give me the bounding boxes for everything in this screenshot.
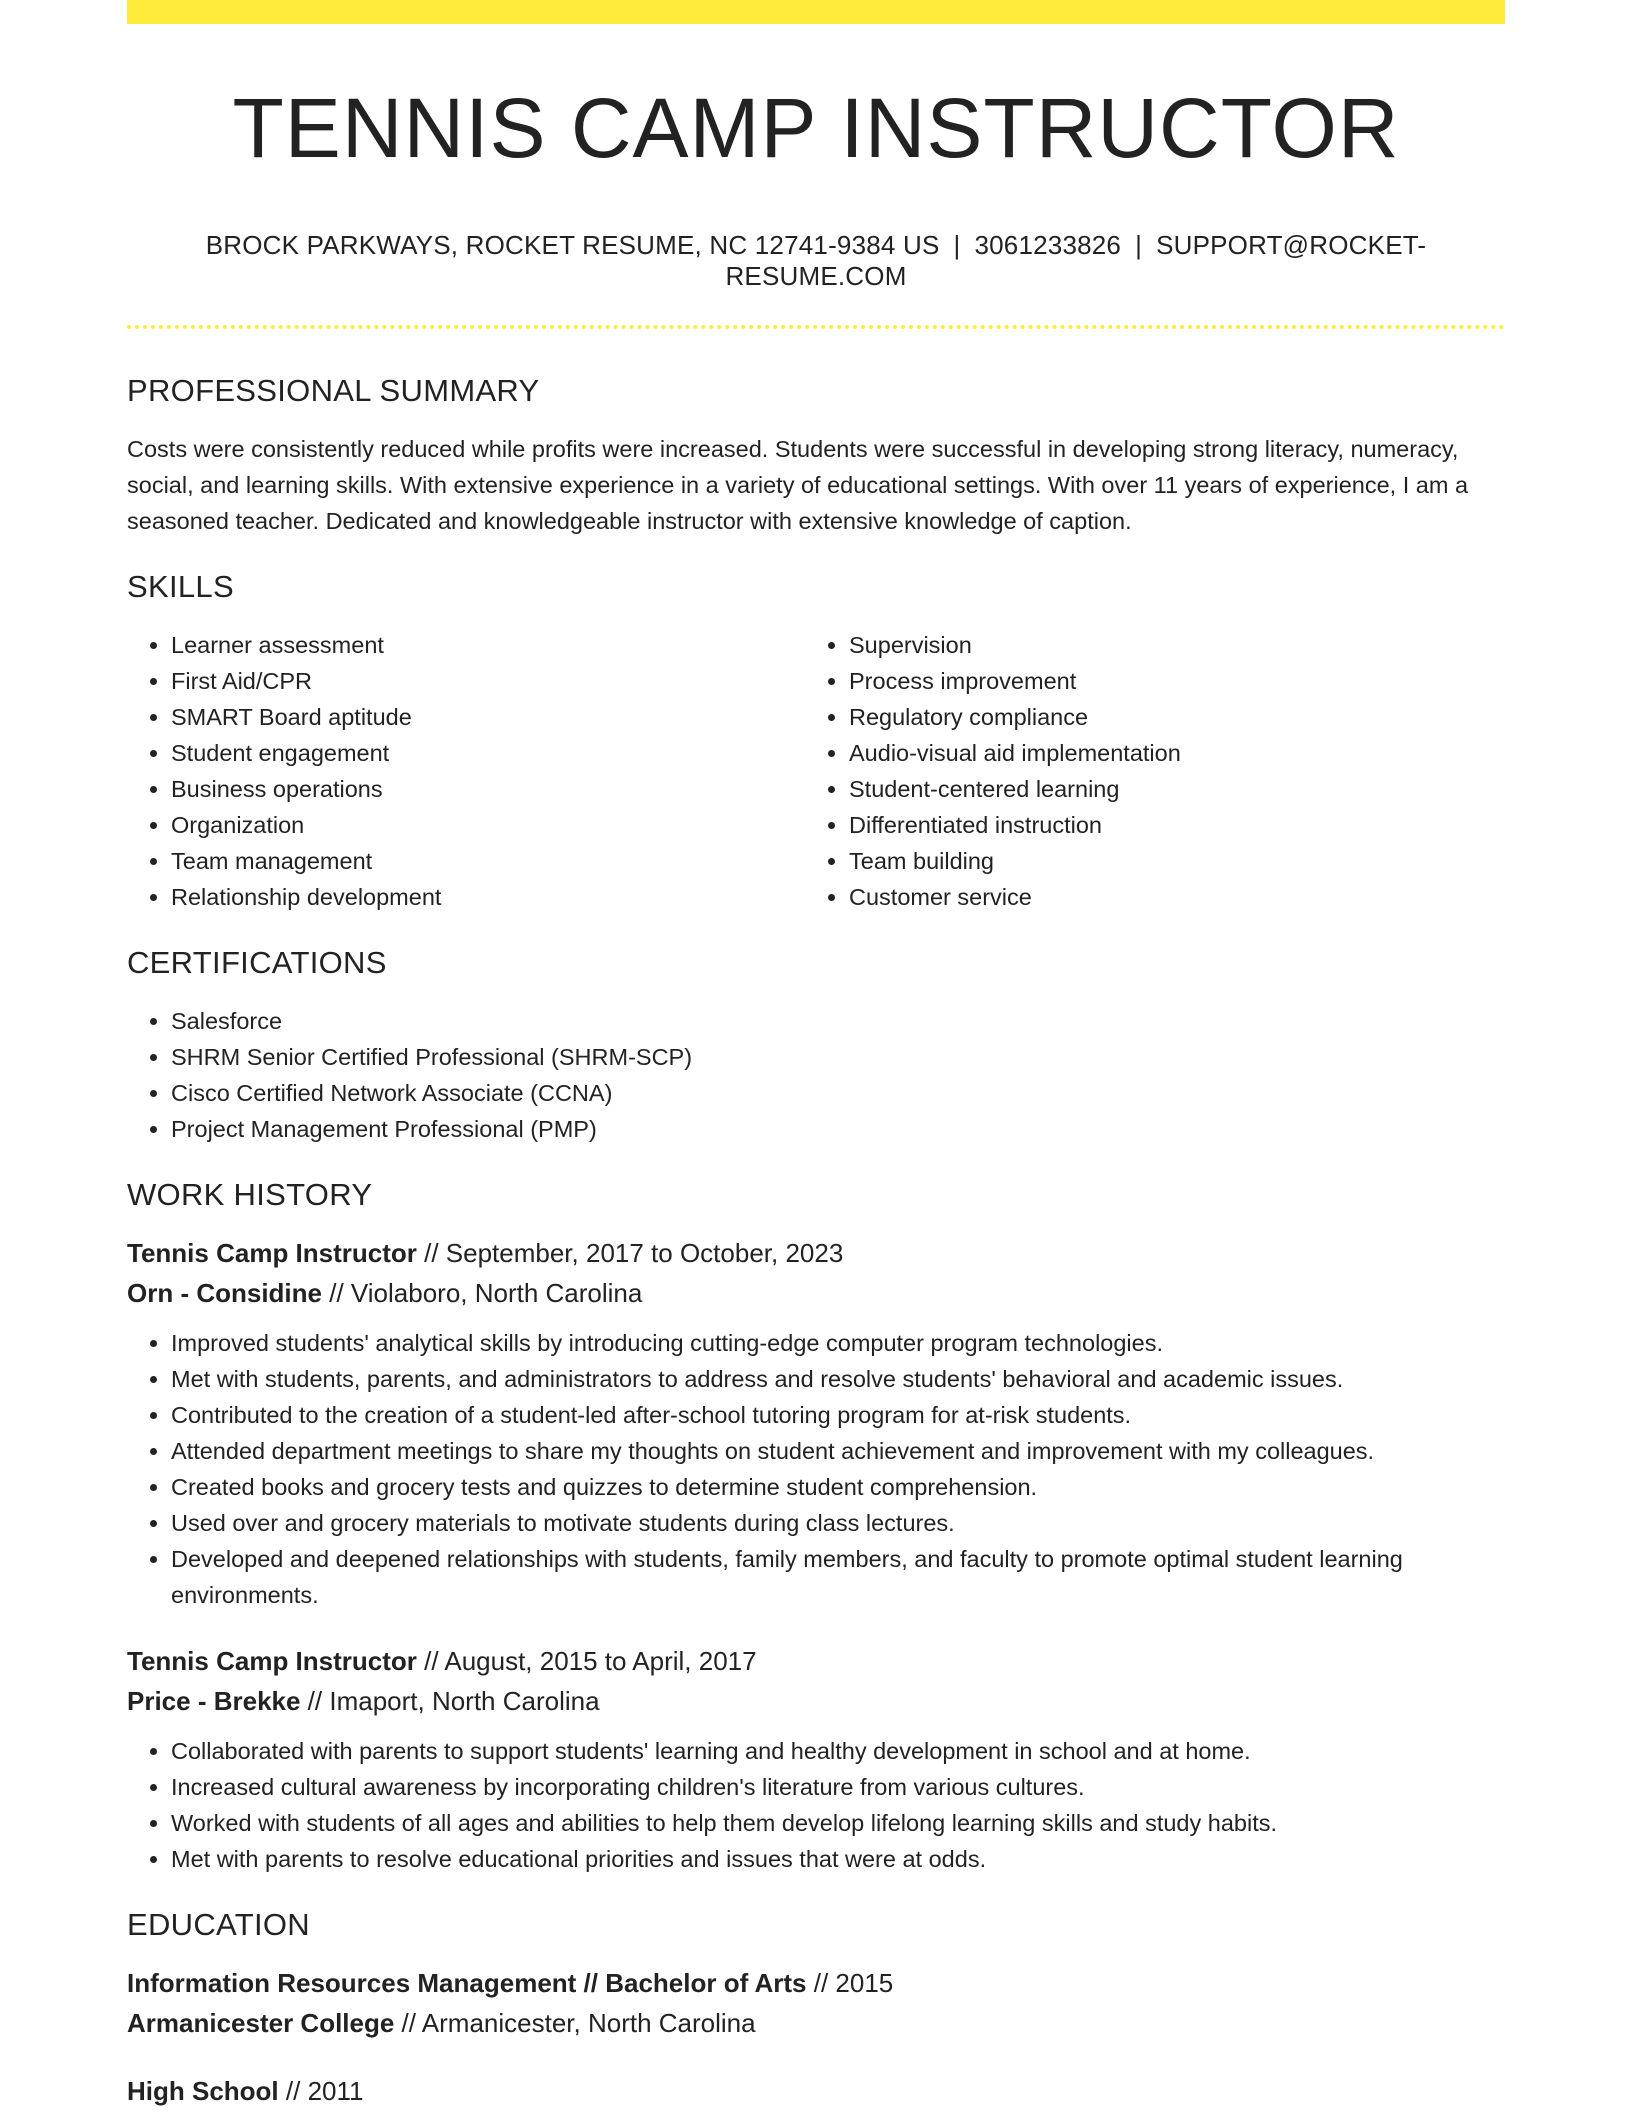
job-location: // Imaport, North Carolina bbox=[300, 1686, 600, 1717]
job-title-line bbox=[127, 1641, 1505, 1681]
certification-item: • Cisco Certified Network Associate (CCNA) bbox=[171, 1075, 1505, 1111]
job-bullet-list bbox=[127, 1733, 1505, 1877]
job-bullet-list bbox=[127, 1325, 1505, 1613]
education-year: // 2011 bbox=[278, 2076, 364, 2107]
certification-item: • Project Management Professional (PMP) bbox=[171, 1111, 1505, 1147]
skill-item: • Team building bbox=[849, 843, 1483, 879]
skill-item: • Customer service bbox=[849, 879, 1483, 915]
skill-item: • Audio-visual aid implementation bbox=[849, 735, 1483, 771]
education-degree: Information Resources Management // Bachelor of Arts bbox=[127, 1968, 807, 1999]
education-location: // Armanicester, North Carolina bbox=[394, 2008, 756, 2039]
job-bullet: • Met with students, parents, and administrators to address and resolve students' behavioral and academic issues. bbox=[171, 1361, 1505, 1397]
job-bullet: • Improved students' analytical skills by introducing cutting-edge computer program technologies. bbox=[171, 1325, 1505, 1361]
education-heading: EDUCATION bbox=[127, 1907, 310, 1943]
skill-item: • SMART Board aptitude bbox=[171, 699, 805, 735]
skill-item: • Student-centered learning bbox=[849, 771, 1483, 807]
skill-item: • Learner assessment bbox=[171, 627, 805, 663]
summary-text: Costs were consistently reduced while profits were increased. Students were successful in developing strong literacy, numeracy, social, and learning skills. With extensive experience in a variety of educational settings. With over 11 years of experience, I am a seasoned teacher. Dedicated and knowledgeable instructor with extensive knowledge of caption. bbox=[127, 436, 1469, 535]
certifications-list bbox=[127, 1003, 1505, 1147]
job-bullet: • Created books and grocery tests and quizzes to determine student comprehension. bbox=[171, 1469, 1505, 1505]
skills-heading: SKILLS bbox=[127, 569, 234, 605]
education-school-line bbox=[127, 2003, 1505, 2043]
dotted-divider bbox=[127, 325, 1505, 329]
job-bullet: • Developed and deepened relationships with students, family members, and faculty to promote optimal student learning environments. bbox=[171, 1541, 1505, 1613]
skills-list-right bbox=[805, 627, 1483, 915]
job-dates: // August, 2015 to April, 2017 bbox=[416, 1646, 757, 1677]
job-bullet: • Used over and grocery materials to motivate students during class lectures. bbox=[171, 1505, 1505, 1541]
job-dates: // September, 2017 to October, 2023 bbox=[416, 1238, 844, 1269]
contact-address: BROCK PARKWAYS, ROCKET RESUME, NC 12741-9384 US bbox=[205, 230, 940, 261]
job-bullet: • Increased cultural awareness by incorporating children's literature from various cultures. bbox=[171, 1769, 1505, 1805]
job-title-line bbox=[127, 1233, 1505, 1273]
skill-item: • Differentiated instruction bbox=[849, 807, 1483, 843]
accent-top-bar bbox=[127, 0, 1505, 24]
contact-email: SUPPORT@ROCKET-RESUME.COM bbox=[725, 230, 1427, 292]
skill-item: • Supervision bbox=[849, 627, 1483, 663]
contact-separator: | bbox=[1135, 230, 1143, 261]
job-company-line bbox=[127, 1273, 1505, 1313]
education-year: // 2015 bbox=[806, 1968, 894, 1999]
job-company: Price - Brekke bbox=[127, 1686, 301, 1717]
skills-column-right bbox=[805, 627, 1483, 915]
skills-column-left bbox=[127, 627, 805, 915]
contact-separator: | bbox=[953, 230, 961, 261]
skill-item: • Team management bbox=[171, 843, 805, 879]
education-degree-line bbox=[127, 1963, 1505, 2003]
certifications-heading: CERTIFICATIONS bbox=[127, 945, 387, 981]
job-bullet: • Worked with students of all ages and abilities to help them develop lifelong learning skills and study habits. bbox=[171, 1805, 1505, 1841]
education-degree-line bbox=[127, 2071, 1505, 2111]
work-history-heading: WORK HISTORY bbox=[127, 1177, 373, 1213]
job-company-line bbox=[127, 1681, 1505, 1721]
contact-phone: 3061233826 bbox=[974, 230, 1122, 261]
skill-item: • Organization bbox=[171, 807, 805, 843]
job-bullet: • Collaborated with parents to support students' learning and healthy development in school and at home. bbox=[171, 1733, 1505, 1769]
skills-list-left bbox=[127, 627, 805, 915]
certification-item: • Salesforce bbox=[171, 1003, 1505, 1039]
job-title: Tennis Camp Instructor bbox=[127, 1646, 417, 1677]
skill-item: • Regulatory compliance bbox=[849, 699, 1483, 735]
job-company: Orn - Considine bbox=[127, 1278, 322, 1309]
contact-line bbox=[127, 230, 1505, 292]
skill-item: • Process improvement bbox=[849, 663, 1483, 699]
skills-columns bbox=[127, 627, 1505, 915]
job-location: // Violaboro, North Carolina bbox=[322, 1278, 643, 1309]
job-bullet: • Contributed to the creation of a student-led after-school tutoring program for at-risk students. bbox=[171, 1397, 1505, 1433]
education-school: Armanicester College bbox=[127, 2008, 395, 2039]
job-bullet: • Attended department meetings to share my thoughts on student achievement and improvement with my colleagues. bbox=[171, 1433, 1505, 1469]
skill-item: • Business operations bbox=[171, 771, 805, 807]
summary-heading: PROFESSIONAL SUMMARY bbox=[127, 373, 540, 409]
skill-item: • First Aid/CPR bbox=[171, 663, 805, 699]
job-bullet: • Met with parents to resolve educational priorities and issues that were at odds. bbox=[171, 1841, 1505, 1877]
resume-page bbox=[127, 0, 1505, 2111]
education-degree: High School bbox=[127, 2076, 279, 2107]
skill-item: • Student engagement bbox=[171, 735, 805, 771]
skill-item: • Relationship development bbox=[171, 879, 805, 915]
certification-item: • SHRM Senior Certified Professional (SHRM-SCP) bbox=[171, 1039, 1505, 1075]
resume-title: TENNIS CAMP INSTRUCTOR bbox=[232, 81, 1400, 175]
job-title: Tennis Camp Instructor bbox=[127, 1238, 417, 1269]
